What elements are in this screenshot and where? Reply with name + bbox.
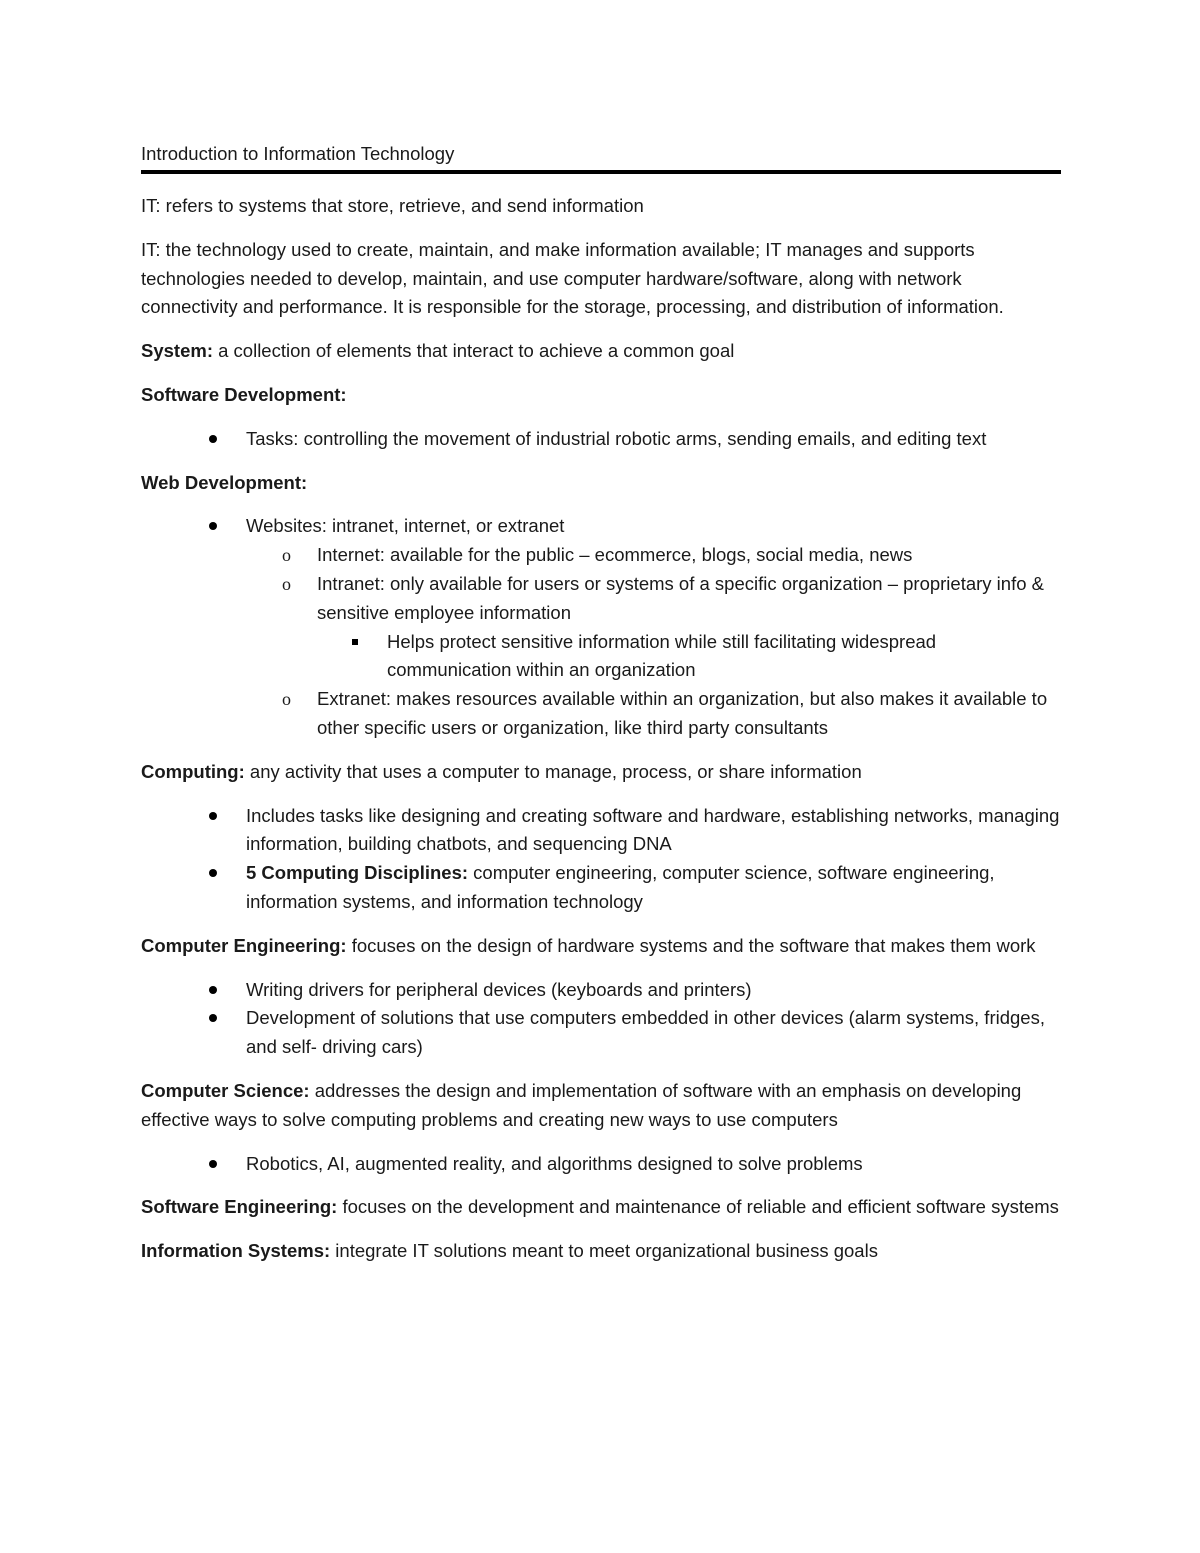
software-development-heading	[141, 381, 1061, 410]
information-systems-term: Information Systems:	[141, 1240, 331, 1262]
bullet-dot-icon	[209, 435, 217, 443]
bullet-dot-icon	[209, 1014, 217, 1022]
list-item-text: computer engineering, computer science, software engineering, information systems, and information technology	[246, 862, 995, 912]
computer-engineering-term: Computer Engineering:	[141, 934, 347, 956]
bullet-square-icon	[352, 639, 358, 645]
list-item	[141, 512, 1061, 541]
document-page	[141, 140, 1061, 1266]
bullet-dot-icon	[209, 522, 217, 530]
list-item	[141, 1004, 1061, 1062]
computer-science-term: Computer Science:	[141, 1079, 310, 1101]
paragraph-it-definition-2: IT: the technology used to create, maintain, and make information available; IT manages and supports technologies needed to develop, maintain, and use computer hardware/software, along with network connectivity and performance. It is responsible for the storage, processing, and distribution of information.	[141, 238, 1004, 318]
information-systems-text: integrate IT solutions meant to meet organizational business goals	[330, 1240, 878, 1262]
software-engineering-definition	[141, 1193, 1061, 1222]
list-item-text: Tasks: controlling the movement of industrial robotic arms, sending emails, and editing text	[246, 427, 987, 449]
computing-list	[141, 802, 1061, 917]
computer-science-list	[141, 1150, 1061, 1179]
list-item-text: Websites: intranet, internet, or extranet	[246, 515, 565, 537]
list-item	[141, 425, 1061, 454]
document-title: Introduction to Information Technology	[141, 140, 1061, 174]
software-development-list	[141, 425, 1061, 454]
information-systems-definition	[141, 1237, 1061, 1266]
list-item-text: Extranet: makes resources available within an organization, but also makes it available to other specific users or organization, like third party consultants	[317, 688, 1048, 738]
software-engineering-text: focuses on the development and maintenance of reliable and efficient software systems	[337, 1196, 1059, 1218]
software-development-label: Software Development:	[141, 383, 347, 405]
computer-science-text: addresses the design and implementation of software with an emphasis on developing effective ways to solve computing problems and creating new ways to use computers	[141, 1079, 1022, 1130]
list-item	[141, 976, 1061, 1005]
bullet-circle-icon: o	[282, 689, 291, 710]
paragraph-it-definition-1: IT: refers to systems that store, retrieve, and send information	[141, 195, 644, 216]
computer-engineering-list	[141, 976, 1061, 1062]
bullet-dot-icon	[209, 986, 217, 994]
web-development-list	[141, 512, 1061, 742]
bullet-dot-icon	[209, 812, 217, 820]
list-item-text: Intranet: only available for users or systems of a specific organization – proprietary info & sensitive employee information	[317, 572, 1044, 623]
system-definition	[141, 337, 1061, 366]
web-development-heading	[141, 469, 1061, 498]
list-item	[141, 859, 1061, 917]
list-item-text: Includes tasks like designing and creating software and hardware, establishing networks, managing information, building chatbots, and sequencing DNA	[246, 804, 1060, 855]
computing-term: Computing:	[141, 760, 245, 782]
list-item-text: Internet: available for the public – ecommerce, blogs, social media, news	[317, 544, 913, 566]
list-item-text: Robotics, AI, augmented reality, and algorithms designed to solve problems	[246, 1152, 863, 1174]
computer-engineering-definition	[141, 932, 1061, 961]
list-item	[141, 1150, 1061, 1179]
list-item	[141, 685, 1061, 743]
computing-text: any activity that uses a computer to manage, process, or share information	[244, 760, 862, 782]
list-item	[141, 628, 1061, 686]
computer-engineering-text: focuses on the design of hardware systems and the software that makes them work	[346, 934, 1036, 956]
bullet-dot-icon	[209, 1160, 217, 1168]
web-development-label: Web Development:	[141, 471, 308, 493]
list-item	[141, 570, 1061, 628]
system-text: a collection of elements that interact to achieve a common goal	[212, 340, 735, 362]
computer-science-definition	[141, 1077, 1061, 1135]
software-engineering-term: Software Engineering:	[141, 1196, 338, 1218]
list-item-term: 5 Computing Disciplines:	[246, 862, 469, 884]
list-item	[141, 541, 1061, 570]
bullet-dot-icon	[209, 869, 217, 877]
list-item-text: Development of solutions that use computers embedded in other devices (alarm systems, fridges, and self- driving cars)	[246, 1007, 1045, 1058]
computing-definition	[141, 758, 1061, 787]
system-term: System:	[141, 340, 213, 362]
bullet-circle-icon: o	[282, 573, 291, 594]
list-item	[141, 802, 1061, 860]
bullet-circle-icon: o	[282, 545, 291, 566]
list-item-text: Writing drivers for peripheral devices (keyboards and printers)	[246, 978, 752, 1000]
list-item-text: Helps protect sensitive information while still facilitating widespread communication within an organization	[387, 630, 937, 681]
